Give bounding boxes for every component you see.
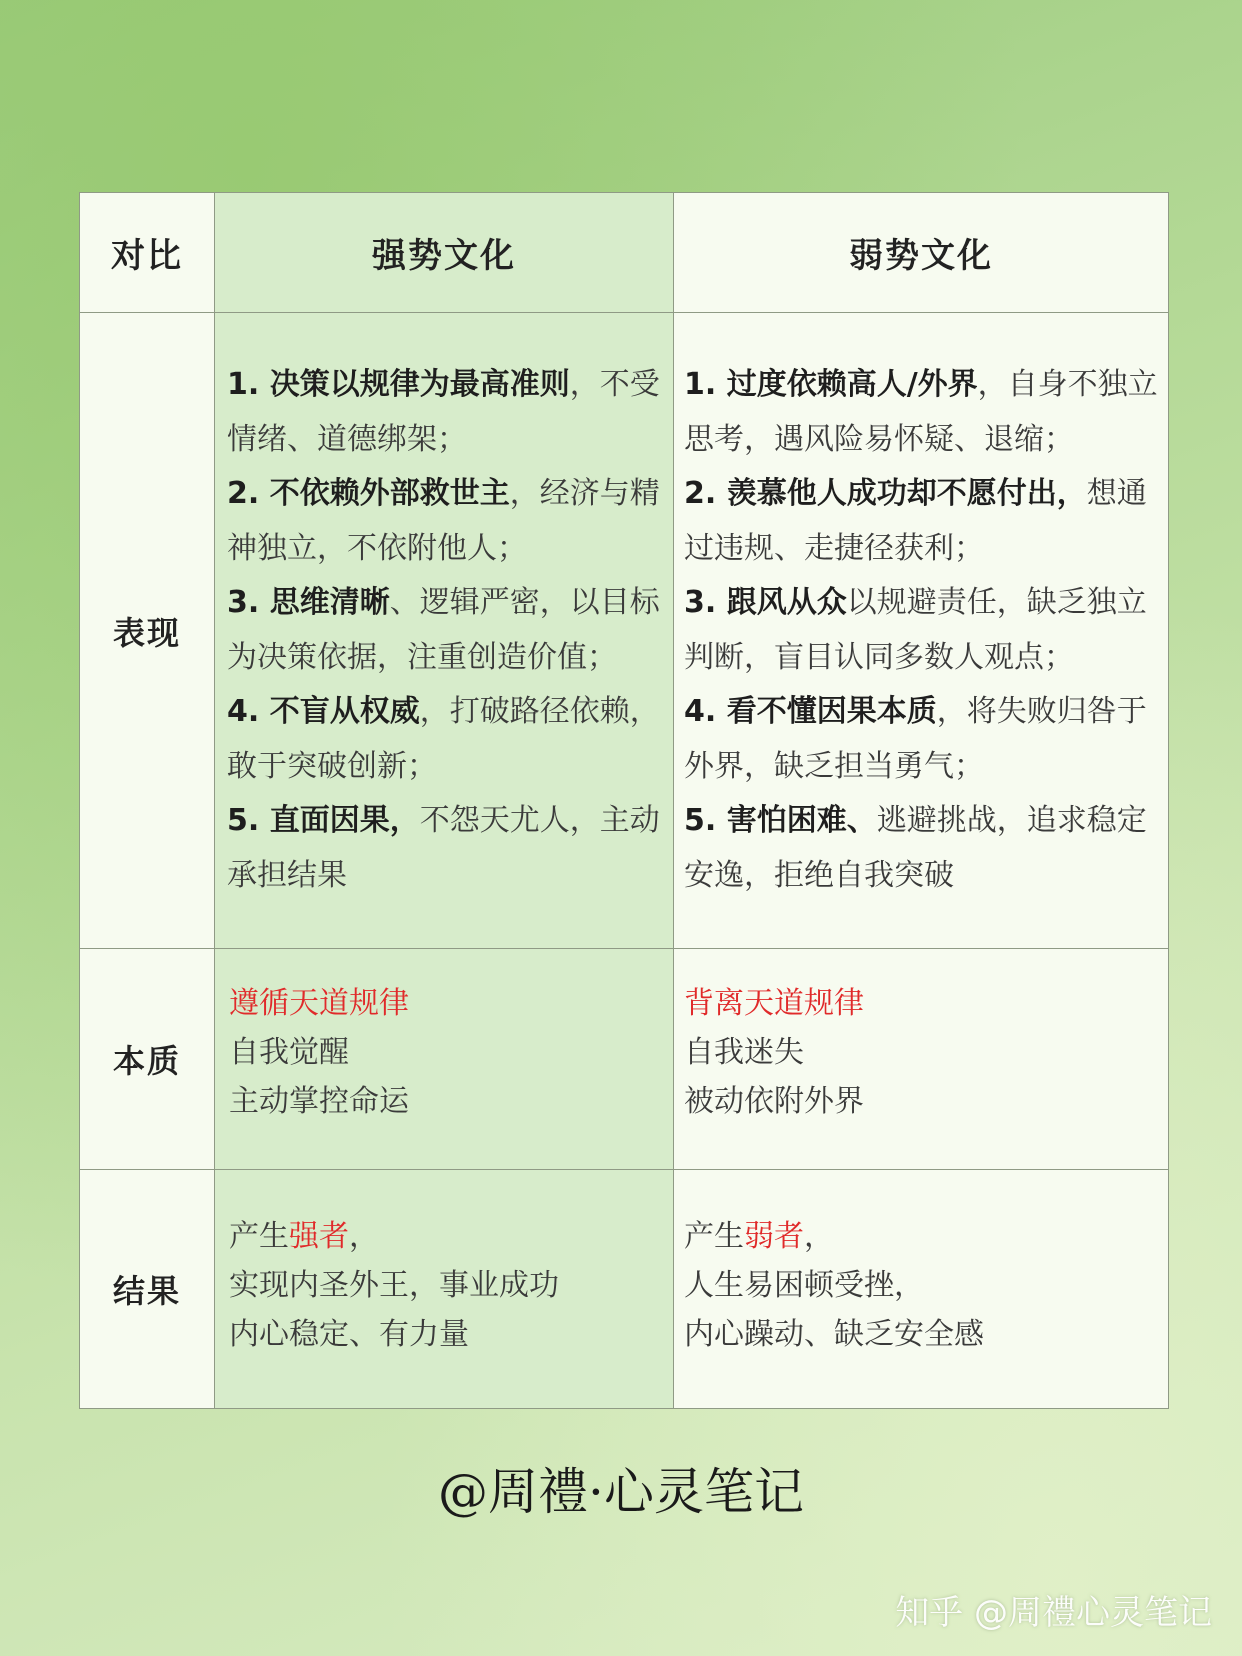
item-text: 逃避挑战，追求稳定安逸，拒绝自我突破	[684, 803, 1147, 893]
table-row-nature	[80, 949, 1169, 1170]
line-text: 主动掌控命运	[229, 1083, 409, 1119]
line-text: 自我迷失	[684, 1034, 804, 1070]
item-text: 以规避责任，缺乏独立判断，盲目认同多数人观点；	[684, 585, 1147, 675]
item-bold-text: 5. 害怕困难、	[684, 803, 877, 838]
highlight-text: 遵循天道规律	[229, 985, 409, 1021]
item-bold-text: 4. 不盲从权威	[227, 694, 420, 729]
highlight-text: 强者	[289, 1218, 349, 1254]
cell-weak-nature	[674, 949, 1169, 1170]
line-text: 产生	[684, 1218, 744, 1254]
list-item	[227, 585, 660, 675]
row-label-performance: 表现	[80, 313, 215, 949]
list-item	[684, 585, 1147, 675]
table-header-row	[80, 193, 1169, 313]
item-bold-text: 5. 直面因果，	[227, 803, 420, 838]
list-item	[684, 476, 1147, 566]
header-weak-culture: 弱势文化	[674, 193, 1169, 313]
line-text: 被动依附外界	[684, 1083, 864, 1119]
highlight-text: 弱者	[744, 1218, 804, 1254]
item-bold-text: 1. 过度依赖高人/外界	[684, 367, 978, 402]
item-text: 想通过违规、走捷径获利；	[684, 476, 1147, 566]
list-item	[684, 694, 1147, 784]
list-item	[227, 476, 660, 566]
row-label-result: 结果	[80, 1170, 215, 1409]
line-text: ，	[804, 1218, 834, 1254]
list-item	[227, 367, 660, 457]
item-bold-text: 2. 不依赖外部救世主	[227, 476, 510, 511]
result-line	[229, 1212, 673, 1261]
result-line	[684, 1212, 1168, 1261]
list-item	[684, 803, 1147, 893]
line-text: 自我觉醒	[229, 1034, 349, 1070]
cell-weak-result	[674, 1170, 1169, 1409]
item-bold-text: 2. 羡慕他人成功却不愿付出，	[684, 476, 1087, 511]
table-row-result	[80, 1170, 1169, 1409]
table-row-performance	[80, 313, 1169, 949]
line-text: 内心稳定、有力量	[229, 1316, 469, 1352]
cell-strong-result	[215, 1170, 674, 1409]
item-text: 、逻辑严密，以目标为决策依据，注重创造价值；	[227, 585, 660, 675]
cell-weak-performance	[674, 313, 1169, 949]
row-label-nature: 本质	[80, 949, 215, 1170]
item-text: ，经济与精神独立，不依附他人；	[227, 476, 660, 566]
line-text: 实现内圣外王，事业成功	[229, 1267, 559, 1303]
line-text: 人生易困顿受挫，	[684, 1267, 924, 1303]
cell-strong-performance	[215, 313, 674, 949]
item-bold-text: 3. 跟风从众	[684, 585, 847, 620]
list-item	[227, 694, 660, 784]
cell-strong-nature	[215, 949, 674, 1170]
item-bold-text: 1. 决策以规律为最高准则	[227, 367, 570, 402]
watermark: 知乎 @周禮心灵笔记	[895, 1593, 1212, 1633]
line-text: 内心躁动、缺乏安全感	[684, 1316, 984, 1352]
item-text: ，将失败归咎于外界，缺乏担当勇气；	[684, 694, 1147, 784]
author-signature: @周禮·心灵笔记	[438, 1463, 804, 1521]
item-text: ，不受情绪、道德绑架；	[227, 367, 660, 457]
header-compare: 对比	[80, 193, 215, 313]
list-item	[684, 367, 1158, 457]
list-item	[227, 803, 660, 893]
item-text: ，打破路径依赖，敢于突破创新；	[227, 694, 660, 784]
line-text: 产生	[229, 1218, 289, 1254]
highlight-text: 背离天道规律	[684, 985, 864, 1021]
line-text: ，	[349, 1218, 379, 1254]
item-bold-text: 4. 看不懂因果本质	[684, 694, 937, 729]
item-text: ，自身不独立思考，遇风险易怀疑、退缩；	[684, 367, 1158, 457]
comparison-table	[79, 192, 1169, 1409]
item-bold-text: 3. 思维清晰	[227, 585, 390, 620]
header-strong-culture: 强势文化	[215, 193, 674, 313]
item-text: 不怨天尤人，主动承担结果	[227, 803, 660, 893]
